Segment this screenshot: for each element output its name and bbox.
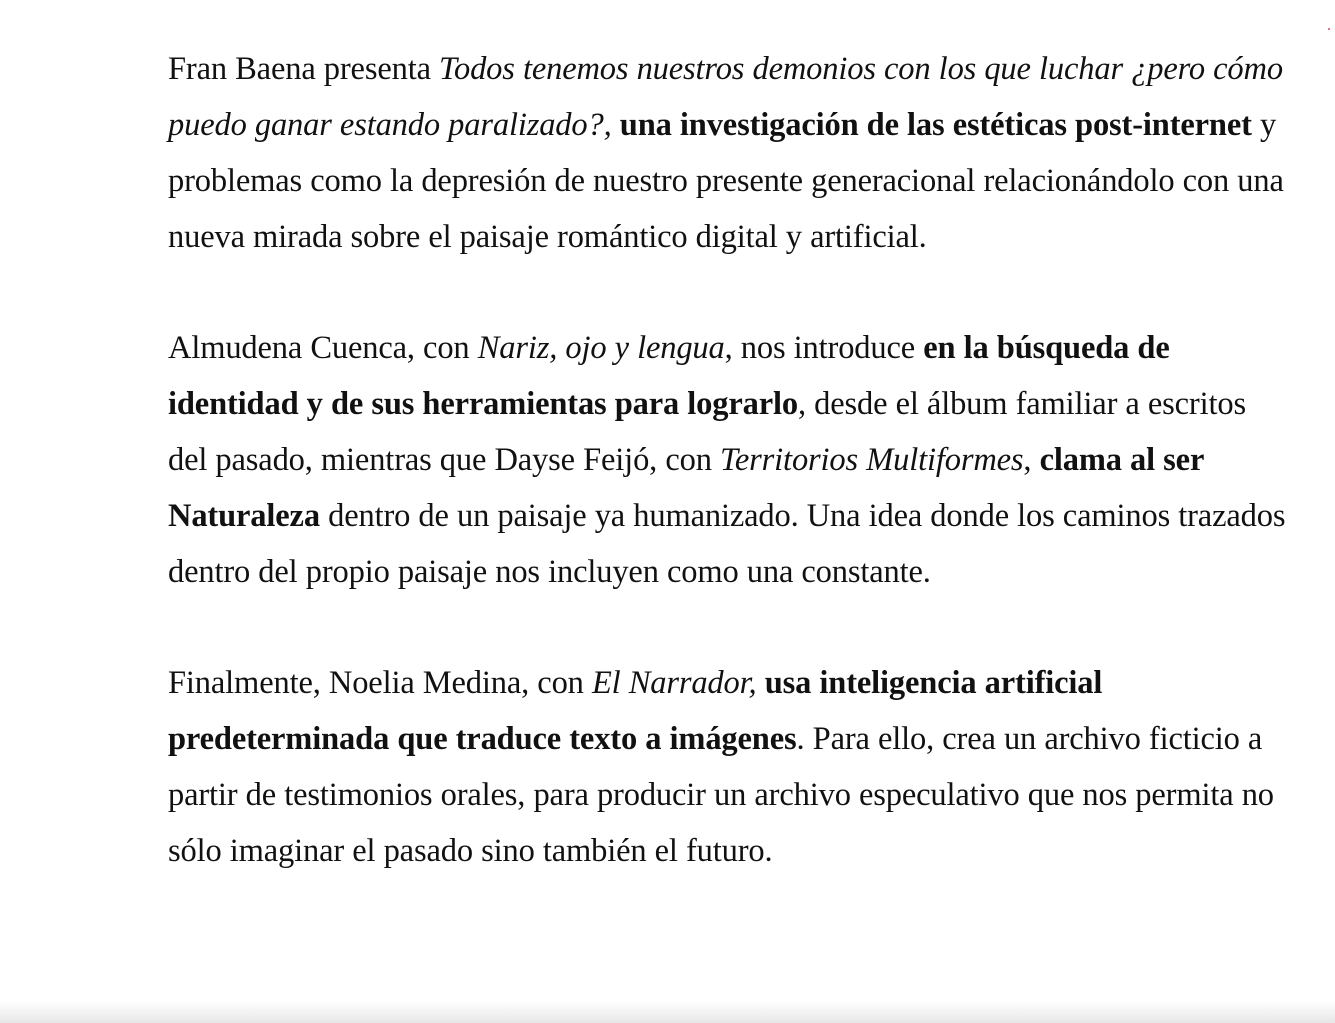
highlighted-phrase: una investigación de las estéticas post-internet [619,107,1252,143]
text-segment: y problemas como la depresión de nuestro presente generacional relacionándolo con una nueva mirada sobre el paisaje romántico digital y artificial. [168,107,1284,255]
text-segment [757,665,765,701]
bottom-fade-shadow [0,1001,1335,1023]
paragraph-almudena-cuenca [168,320,1293,600]
text-segment: , [603,107,620,143]
text-segment: dentro de un paisaje ya humanizado. Una idea donde los caminos trazados dentro del propio paisaje nos incluyen como una constante. [168,498,1286,590]
text-segment: . Para ello, crea un archivo ficticio a partir de testimonios orales, para producir un archivo especulativo que nos permita no sólo imaginar el pasado sino también el futuro. [168,721,1274,869]
text-segment: Almudena Cuenca, con [168,330,478,366]
paragraph-noelia-medina [168,655,1293,879]
artwork-title: Territorios Multiformes [719,442,1024,478]
text-segment: , nos introduce [724,330,924,366]
text-segment: , [1023,442,1040,478]
highlighted-phrase: usa inteligencia artificial predeterminada que traduce texto a imágenes [168,665,1103,757]
text-segment: Finalmente, Noelia Medina, con [168,665,592,701]
scroll-indicator-mark [1328,28,1330,30]
text-segment: , desde el álbum familiar a escritos del pasado, mientras que Dayse Feijó, con [168,386,1246,478]
highlighted-phrase: clama al ser Naturaleza [168,442,1204,534]
paragraph-fran-baena [168,41,1293,265]
article-body [168,41,1293,934]
artwork-title: Nariz, ojo y lengua [477,330,725,366]
highlighted-phrase: en la búsqueda de identidad y de sus herramientas para lograrlo [168,330,1170,422]
text-segment: Fran Baena presenta [168,51,440,87]
artwork-title: Todos tenemos nuestros demonios con los que luchar ¿pero cómo puedo ganar estando paralizado? [168,51,1283,143]
artwork-title: El Narrador, [591,665,757,701]
